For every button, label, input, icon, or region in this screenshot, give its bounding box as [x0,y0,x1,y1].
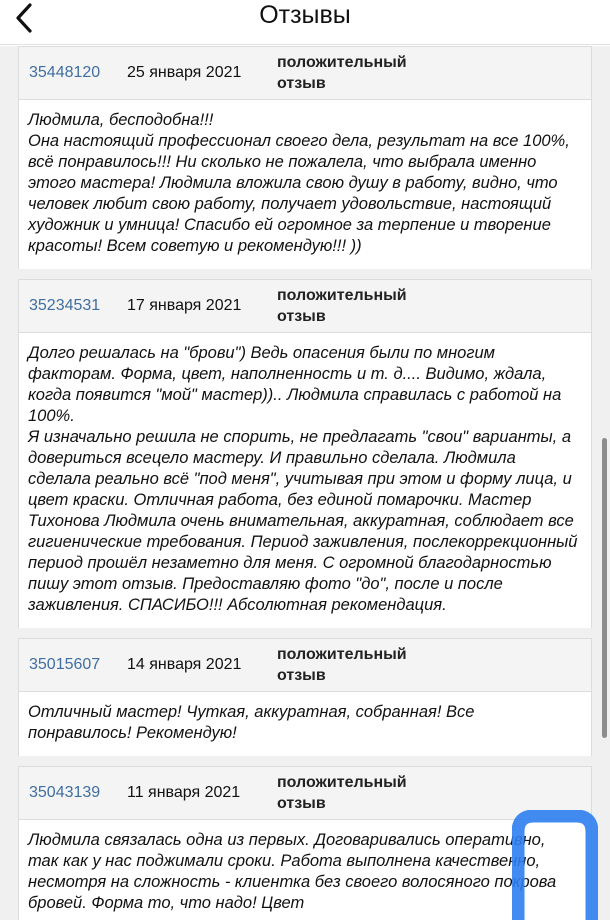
review-header [19,638,591,692]
page-title: Отзывы [259,1,351,29]
review-card [18,766,592,920]
divider [0,756,610,766]
review-header [19,46,591,100]
review-type-line2: отзыв [277,795,326,812]
review-type [277,772,437,814]
scrollbar-thumb[interactable] [602,438,607,738]
review-type [277,52,437,94]
review-header [19,766,591,820]
divider [0,628,610,638]
review-text: Людмила, бесподобна!!! Она настоящий профессионал своего дела, результат на все 100%, всё понравилось!!! Ни сколько не пожалела, что выбрала именно этого мастера! Людмила вложила свою душу в работу, видно, что человек любит свою работу, получает удовольствие, настоящий художник и умница! Спасибо ей огромное за терпение и творение красоты! Всем советую и рекомендую!!! )) [28,111,570,255]
review-date: 11 января 2021 [127,784,241,801]
review-type-line1: положительный [277,287,407,304]
review-header [19,279,591,333]
review-date: 14 января 2021 [127,656,242,673]
review-text: Людмила связалась одна из первых. Договаривались оперативно, так как у нас поджимали сроки. Работа выполнена качественно, несмотря на сложность - клиентка без своего волосяного покрова бровей. Форма то, что надо! Цвет [28,831,557,912]
review-text: Отличный мастер! Чуткая, аккуратная, собранная! Все понравилось! Рекомендую! [28,703,475,742]
reviews-list[interactable] [0,46,610,920]
review-card [18,46,592,269]
review-type [277,644,437,686]
review-date: 17 января 2021 [127,297,242,314]
review-type [277,285,437,327]
review-type-line1: положительный [277,646,407,663]
review-id-link[interactable]: 35448120 [29,64,101,81]
review-id-link[interactable]: 35043139 [29,784,101,801]
divider [0,269,610,279]
review-id-link[interactable]: 35015607 [29,656,101,673]
review-id-link[interactable]: 35234531 [29,297,101,314]
review-type-line1: положительный [277,774,407,791]
app-header [0,0,610,45]
review-text: Долго решалась на "брови") Ведь опасения были по многим факторам. Форма, цвет, наполненность и т. д.... Видимо, ждала, когда появится "мой" мастер)).. Людмила справилась с работой на 100%. Я изначально решила не спорить, не предлагать "свои" варианты, а довериться всецело мастеру. И правильно сделала. Людмила сделала реально всё "под меня", учитывая при этом и форму лица, и цвет краски. Отличная работа, без единой помарочки. Мастер Тихонова Людмила очень внимательная, аккуратная, соблюдает все гигиенические требования. Период заживления, послекоррекционный период прошёл незаметно для меня. С огромной благодарностью пишу этот отзыв. Предоставляю фото "до", после и после заживления. СПАСИБО!!! Абсолютная рекомендация. [28,344,578,614]
review-type-line2: отзыв [277,308,326,325]
review-type-line1: положительный [277,54,407,71]
review-date: 25 января 2021 [127,64,242,81]
review-type-line2: отзыв [277,667,326,684]
review-type-line2: отзыв [277,75,326,92]
review-card [18,279,592,628]
review-card [18,638,592,756]
logo-watermark-icon [512,810,598,920]
